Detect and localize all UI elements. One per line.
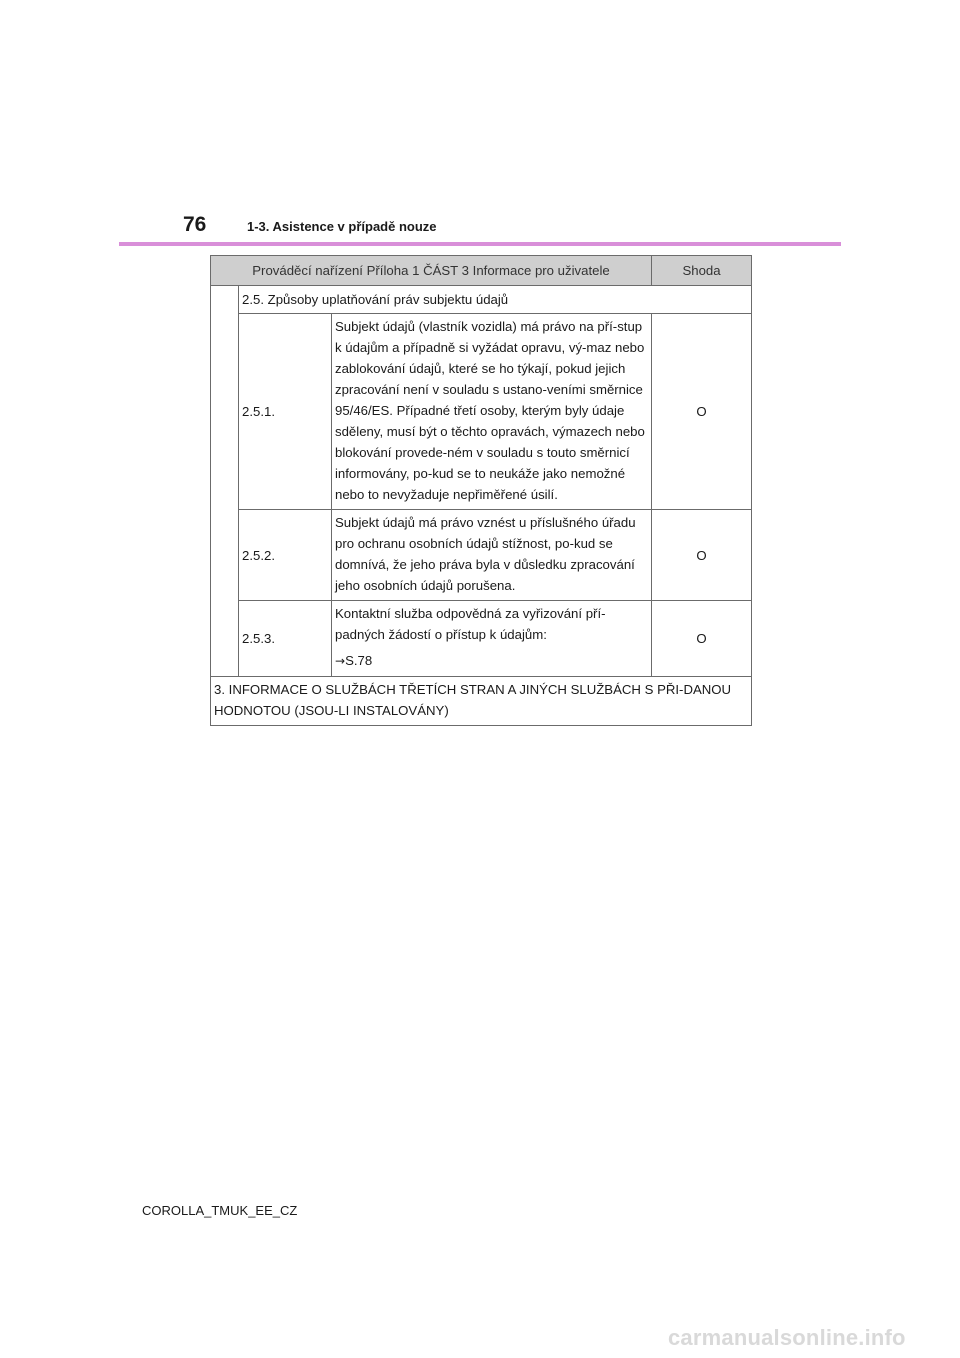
header-divider — [119, 242, 841, 246]
page-number: 76 — [183, 213, 207, 236]
section-heading-2-5: 2.5. Způsoby uplatňování práv subjektu údajů — [239, 286, 752, 314]
compliance-table — [210, 255, 752, 726]
row-number: 2.5.2. — [239, 510, 332, 601]
row-text: Subjekt údajů (vlastník vozidla) má právo na pří-stup k údajům a případně si vyžádat opravu, vý-maz nebo zablokování údajů, které se ho týkají, pokud jejich zpracování není v souladu s ustano-veními směrnice 95/46/ES. Případné třetí osoby, kterým byly údaje sděleny, musí být o těchto opravách, výmazech nebo blokování provede-ném v souladu s touto směrnicí informovány, po-kud se to neukáže jako nemožné nebo to nevyžaduje nepřiměřené úsilí. — [332, 314, 652, 510]
column-header-regulation: Prováděcí nařízení Příloha 1 ČÁST 3 Informace pro uživatele — [211, 256, 652, 286]
table-row — [211, 677, 752, 726]
section-heading-3: 3. INFORMACE O SLUŽBÁCH TŘETÍCH STRAN A JINÝCH SLUŽBÁCH S PŘI-DANOU HODNOTOU (JSOU-LI INSTALOVÁNY) — [211, 677, 752, 726]
row-shoda: O — [652, 510, 752, 601]
page-reference — [335, 650, 648, 672]
column-header-shoda: Shoda — [652, 256, 752, 286]
row-shoda: O — [652, 601, 752, 677]
row-number: 2.5.1. — [239, 314, 332, 510]
row-text-with-reference — [332, 601, 652, 677]
table-row — [211, 286, 752, 314]
table-row — [211, 601, 752, 677]
row-text: Kontaktní služba odpovědná za vyřizování pří-padných žádostí o přístup k údajům: — [335, 606, 606, 642]
row-shoda: O — [652, 314, 752, 510]
row-text: Subjekt údajů má právo vznést u příslušného úřadu pro ochranu osobních údajů stížnost, po-kud se domnívá, že jeho práva byla v důsledku zpracování jeho osobních údajů porušena. — [332, 510, 652, 601]
section-title: 1-3. Asistence v případě nouze — [247, 219, 437, 234]
page-reference-link[interactable]: S.78 — [345, 653, 373, 668]
document-code: COROLLA_TMUK_EE_CZ — [142, 1203, 298, 1218]
row-number: 2.5.3. — [239, 601, 332, 677]
indent-cell — [211, 286, 239, 677]
arrow-right-icon: → — [335, 654, 346, 668]
table-row — [211, 510, 752, 601]
watermark: carmanualsonline.info — [668, 1325, 906, 1350]
table-row — [211, 314, 752, 510]
table-header-row — [211, 256, 752, 286]
